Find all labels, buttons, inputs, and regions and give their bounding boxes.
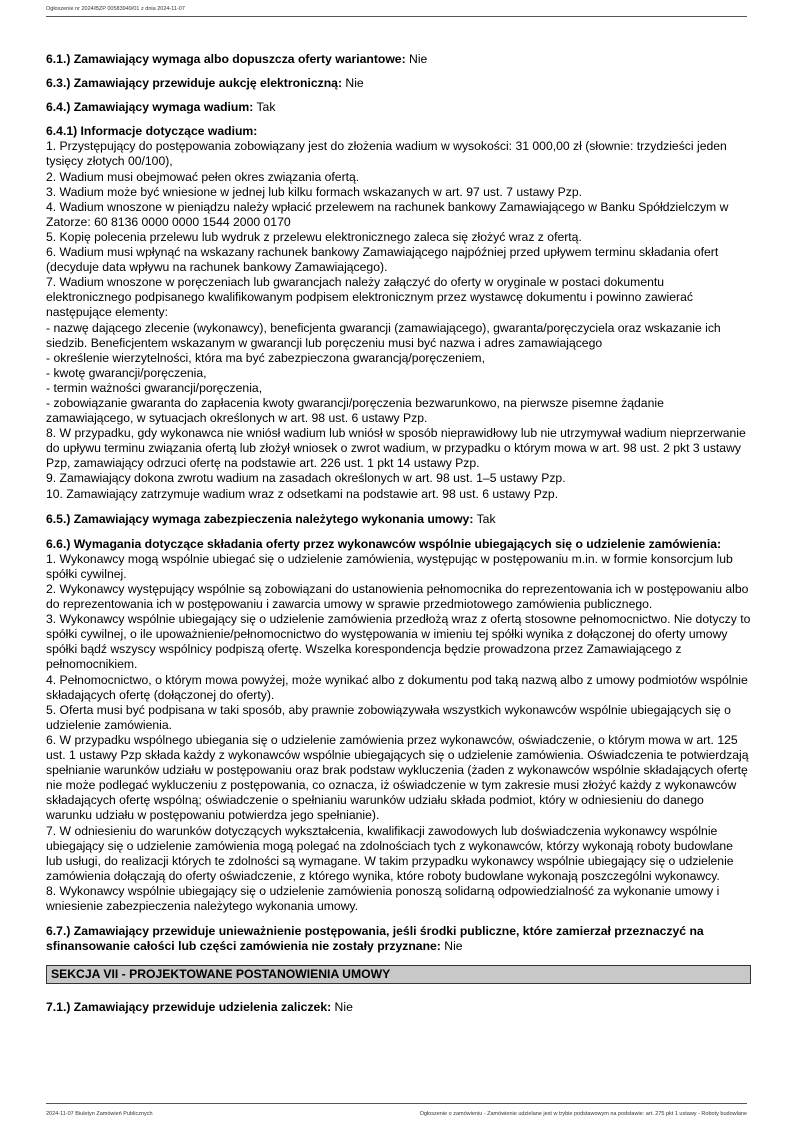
q63-value: Nie — [342, 76, 364, 91]
q641-line: 5. Kopię polecenia przelewu lub wydruk z przelewu elektronicznego zaleca się złożyć wraz z ofertą. — [46, 229, 582, 244]
q641-line: 1. Przystępujący do postępowania zobowiązany jest do złożenia wadium w wysokości: 31 000,00 zł (słownie: trzydzieści jeden tysięcy złotych 00/100), — [46, 139, 727, 169]
q66-line: 3. Wykonawcy wspólnie ubiegający się o udzielenie zamówienia przedłożą wraz z ofertą stosowne pełnomocnictwo. Nie dotyczy to spółki cywilnej, o ile upoważnienie/pełnomocnictwo do występowania w imieniu tej spółki wynika z dołączonej do oferty umowy spółki bądź wszyscy wspólnicy podpiszą ofertę. Wszelka korespondencja będzie prowadzona przez Zamawiającego z pełnomocnikiem. — [46, 612, 751, 672]
q71-value: Nie — [331, 1000, 353, 1015]
q66-line: 1. Wykonawcy mogą wspólnie ubiegać się o udzielenie zamówienia, występując w postępowaniu m.in. w formie konsorcjum lub spółki cywilnej. — [46, 551, 733, 581]
q641-list — [46, 139, 751, 501]
section-vii-header: SEKCJA VII - PROJEKTOWANE POSTANOWIENIA UMOWY — [46, 965, 751, 984]
q61-value: Nie — [405, 52, 428, 66]
footer-left-text: 2024-11-07 Biuletyn Zamówień Publicznych — [46, 1111, 153, 1117]
q66-line: 2. Wykonawcy występujący wspólnie są zobowiązani do ustanowienia pełnomocnika do reprezentowania ich w postępowaniu albo do reprezentowania ich w postępowaniu i zawarcia umowy w sprawie przedmiotowego zamówienia publicznego. — [46, 582, 749, 612]
q64 — [46, 100, 751, 115]
q66-line: 6. W przypadku wspólnego ubiegania się o udzielenie zamówienia przez wykonawców, oświadczenie, o którym mowa w art. 125 ust. 1 ustawy Pzp składa każdy z wykonawców wspólnie ubiegających się o udzielenie zamówienia. Oświadczenia te potwierdzają spełnianie warunków udziału w postępowaniu oraz brak podstaw wykluczenia (żaden z wykonawców wspólnie składających ofertę nie może podlegać wykluczeniu z postępowania, co oznacza, iż oświadczenie w tym zakresie musi złożyć każdy z wykonawców składających ofertę wspólną; oświadczenie o spełnianiu warunków udziału składa podmiot, który w odniesieniu do danego warunku udziału w postępowaniu potwierdza jego spełnianie). — [46, 732, 749, 823]
q641-line: 7. Wadium wnoszone w poręczeniach lub gwarancjach należy załączyć do oferty w oryginale w postaci dokumentu elektronicznego podpisanego kwalifikowanym podpisem elektronicznym przez wystawcę dokumentu i powinno zawierać następujące elementy: — [46, 275, 693, 320]
q641-line: 6. Wadium musi wpłynąć na wskazany rachunek bankowy Zamawiającego najpóźniej przed upływem terminu składania ofert (decyduje data wpływu na rachunek bankowy Zamawiającego). — [46, 245, 719, 275]
q64-value: Tak — [253, 100, 276, 115]
q65-label: 6.5.) Zamawiający wymaga zabezpieczenia należytego wykonania umowy: — [46, 511, 474, 526]
q66 — [46, 537, 751, 552]
q641-line: 8. W przypadku, gdy wykonawca nie wniósł wadium lub wniósł w sposób nieprawidłowy lub nie utrzymywał wadium nieprzerwanie do upływu terminu związania ofertą lub złożył wniosek o zwrot wadium, w przypadku o którym mowa w art. 98 ust. 2 pkt 3 ustawy Pzp, zamawiający odrzuci ofertę na podstawie art. 226 ust. 1 pkt 14 ustawy Pzp. — [46, 426, 746, 471]
q641-label: 6.4.1) Informacje dotyczące wadium: — [46, 124, 258, 139]
q66-line: 5. Oferta musi być podpisana w taki sposób, aby prawnie zobowiązywała wszystkich wykonawców wspólnie ubiegających się o udzielenie zamówienia. — [46, 702, 731, 732]
q67-value: Nie — [440, 939, 463, 954]
page-header-text: Ogłoszenie nr 2024/BZP 00583949/01 z dnia 2024-11-07 — [46, 6, 185, 12]
q641-line: 10. Zamawiający zatrzymuje wadium wraz z odsetkami na podstawie art. 98 ust. 6 ustawy Pzp. — [46, 486, 559, 501]
q641-line: 2. Wadium musi obejmować pełen okres związania ofertą. — [46, 169, 360, 184]
q63 — [46, 76, 751, 91]
q641-line: 3. Wadium może być wniesione w jednej lub kilku formach wskazanych w art. 97 ust. 7 ustawy Pzp. — [46, 184, 583, 199]
q71-label: 7.1.) Zamawiający przewiduje udzielenia zaliczek: — [46, 1000, 332, 1015]
q67 — [46, 924, 751, 954]
q65-value: Tak — [473, 511, 496, 526]
q64-label: 6.4.) Zamawiający wymaga wadium: — [46, 100, 254, 115]
q66-line: 7. W odniesieniu do warunków dotyczących wykształcenia, kwalifikacji zawodowych lub doświadczenia wykonawcy wspólnie ubiegający się o udzielenie zamówienia mogą polegać na zdolnościach tych z wykonawców, którzy wykonają roboty budowlane lub usługi, do realizacji których te zdolności są wymagane. W takim przypadku wykonawcy wspólnie ubiegający się o udzielenie zamówienia dołączają do oferty oświadczenie, z którego wynika, które roboty budowlane wykonają poszczególni wykonawcy. — [46, 823, 734, 883]
q63-label: 6.3.) Zamawiający przewiduje aukcję elektroniczną: — [46, 76, 343, 91]
q66-label: 6.6.) Wymagania dotyczące składania oferty przez wykonawców wspólnie ubiegających się o udzielenie zamówienia: — [46, 536, 722, 551]
q66-line: 8. Wykonawcy wspólnie ubiegający się o udzielenie zamówienia ponoszą solidarną odpowiedzialność za wykonanie umowy i wniesienie zabezpieczenia należytego wykonania umowy. — [46, 883, 720, 913]
q67-label: 6.7.) Zamawiający przewiduje unieważnienie postępowania, jeśli środki publiczne, które zamierzał przeznaczyć na sfinansowanie całości lub części zamówienia nie zostały przyznane: — [46, 924, 704, 954]
q61 — [46, 52, 751, 67]
q66-line: 4. Pełnomocnictwo, o którym mowa powyżej, może wynikać albo z dokumentu pod taką nazwą albo z umowy podmiotów wspólnie składających ofertę (dołączonej do oferty). — [46, 672, 748, 702]
q641-line: - termin ważności gwarancji/poręczenia, — [46, 380, 263, 395]
header-rule — [46, 16, 747, 17]
q641-line: 4. Wadium wnoszone w pieniądzu należy wpłacić przelewem na rachunek bankowy Zamawiającego w Banku Spółdzielczym w Zatorze: 60 8136 0000 0000 1544 2000 0170 — [46, 199, 729, 229]
q641-line: - zobowiązanie gwaranta do zapłacenia kwoty gwarancji/poręczenia bezwarunkowo, na pierwsze pisemne żądanie zamawiającego, w sytuacjach określonych w art. 98 ust. 6 ustawy Pzp. — [46, 395, 664, 426]
q641 — [46, 124, 751, 139]
q71 — [46, 1000, 751, 1015]
q641-line: - nazwę dającego zlecenie (wykonawcy), beneficjenta gwarancji (zamawiającego), gwaranta/poręczyciela oraz wskazanie ich siedzib. Beneficjentem wskazanym w gwarancji lub poręczeniu musi być nazwa i adres zamawiającego — [46, 320, 721, 350]
q641-line: 9. Zamawiający dokona zwrotu wadium na zasadach określonych w art. 98 ust. 1–5 ustawy Pzp. — [46, 471, 566, 486]
document-body — [46, 52, 751, 1015]
q61-label: 6.1.) Zamawiający wymaga albo dopuszcza oferty wariantowe: — [46, 52, 406, 66]
q641-line: - kwotę gwarancji/poręczenia, — [46, 365, 207, 380]
q65 — [46, 512, 751, 527]
q641-line: - określenie wierzytelności, która ma być zabezpieczona gwarancją/poręczeniem, — [46, 350, 485, 365]
q66-list — [46, 552, 751, 914]
footer-right-text: Ogłoszenie o zamówieniu - Zamówienie udzielane jest w trybie podstawowym na podstawie: art. 275 pkt 1 ustawy - Roboty budowlane — [419, 1111, 747, 1117]
footer-rule — [46, 1103, 747, 1104]
